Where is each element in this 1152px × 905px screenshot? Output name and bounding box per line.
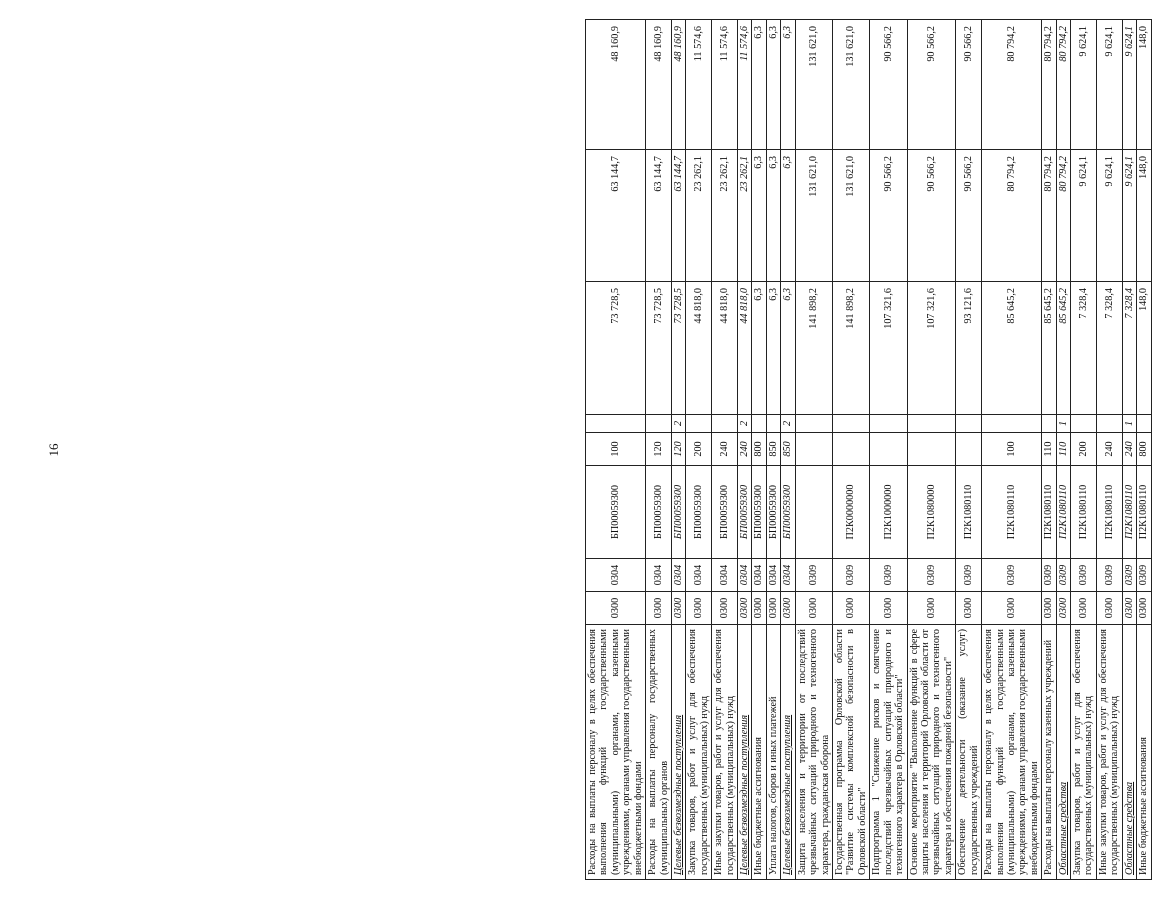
cell-amount-1: 141 898,2 [833, 282, 870, 415]
cell-expense-type: 110 [1056, 433, 1070, 466]
cell-amount-2: 6,3 [766, 150, 780, 282]
cell-source-flag [1137, 415, 1151, 433]
cell-target-article: П2К1080110 [982, 466, 1042, 559]
cell-target-article: П2К1080110 [1137, 466, 1151, 559]
cell-amount-3: 9 624,1 [1096, 20, 1122, 150]
cell-expense-type: 240 [712, 433, 738, 466]
cell-subsection: 0309 [1137, 559, 1151, 592]
cell-amount-3: 11 574,6 [686, 20, 712, 150]
cell-target-article: БП00059300 [766, 466, 780, 559]
cell-source-flag: 2 [781, 415, 795, 433]
table-row [1122, 20, 1136, 880]
cell-source-flag [1042, 415, 1056, 433]
cell-amount-2: 63 144,7 [671, 150, 685, 282]
cell-amount-1: 148,0 [1137, 282, 1151, 415]
cell-name: Подпрограмма 1 "Снижение рисков и смягчение последствий чрезвычайных ситуаций природного и техногенного характера в Орловской области" [870, 625, 907, 880]
cell-amount-3: 6,3 [752, 20, 766, 150]
cell-source-flag [646, 415, 672, 433]
cell-subsection: 0304 [781, 559, 795, 592]
cell-section: 0300 [712, 592, 738, 625]
cell-amount-3: 80 794,2 [1056, 20, 1070, 150]
cell-name: Областные средства [1122, 625, 1136, 880]
cell-subsection: 0309 [982, 559, 1042, 592]
cell-amount-3: 6,3 [766, 20, 780, 150]
cell-source-flag [766, 415, 780, 433]
table-row [752, 20, 766, 880]
table-row [870, 20, 907, 880]
cell-amount-1: 6,3 [752, 282, 766, 415]
rotated-table-wrapper [585, 20, 1150, 880]
table-row [646, 20, 672, 880]
cell-name: Областные средства [1056, 625, 1070, 880]
cell-subsection: 0309 [1071, 559, 1097, 592]
cell-name: Расходы на выплаты персоналу в целях обеспечения выполнения функций государственными (муниципальными) органами, казенными учреждениями, органами управления государственными внебюджетными фондами [586, 625, 646, 880]
cell-amount-1: 44 818,0 [686, 282, 712, 415]
cell-source-flag [712, 415, 738, 433]
cell-target-article: БП00059300 [586, 466, 646, 559]
cell-target-article: П2К1080110 [1071, 466, 1097, 559]
cell-expense-type: 800 [752, 433, 766, 466]
cell-source-flag [833, 415, 870, 433]
cell-subsection: 0309 [956, 559, 982, 592]
cell-target-article: БП00059300 [671, 466, 685, 559]
cell-amount-2: 131 621,0 [833, 150, 870, 282]
cell-target-article: П2К1080110 [1122, 466, 1136, 559]
cell-subsection: 0304 [586, 559, 646, 592]
cell-target-article: БП00059300 [738, 466, 752, 559]
cell-subsection: 0309 [795, 559, 832, 592]
table-row [1042, 20, 1056, 880]
table-row [586, 20, 646, 880]
cell-amount-1: 73 728,5 [586, 282, 646, 415]
cell-subsection: 0309 [907, 559, 956, 592]
cell-section: 0300 [907, 592, 956, 625]
cell-amount-3: 90 566,2 [956, 20, 982, 150]
cell-amount-2: 9 624,1 [1071, 150, 1097, 282]
cell-amount-3: 90 566,2 [870, 20, 907, 150]
cell-amount-3: 148,0 [1137, 20, 1151, 150]
cell-name: Целевые безвозмездные поступления [781, 625, 795, 880]
cell-amount-2: 6,3 [781, 150, 795, 282]
cell-subsection: 0304 [686, 559, 712, 592]
cell-name: Закупка товаров, работ и услуг для обеспечения государственных (муниципальных) нужд [686, 625, 712, 880]
cell-amount-1: 44 818,0 [712, 282, 738, 415]
cell-amount-1: 85 645,2 [1056, 282, 1070, 415]
cell-amount-2: 6,3 [752, 150, 766, 282]
cell-name: Расходы на выплаты персоналу государственных (муниципальных) органов [646, 625, 672, 880]
cell-source-flag [1071, 415, 1097, 433]
cell-amount-3: 9 624,1 [1071, 20, 1097, 150]
cell-amount-2: 131 621,0 [795, 150, 832, 282]
cell-expense-type: 850 [766, 433, 780, 466]
cell-amount-2: 23 262,1 [712, 150, 738, 282]
cell-target-article: БП00059300 [752, 466, 766, 559]
cell-name: Государственная программа Орловской области "Развитие системы комплексной безопасности в Орловской области" [833, 625, 870, 880]
cell-amount-2: 9 624,1 [1122, 150, 1136, 282]
cell-amount-3: 80 794,2 [1042, 20, 1056, 150]
cell-name: Основное мероприятие "Выполнение функций в сфере защиты населения и территорий Орловской области от чрезвычайных ситуаций природного и техногенного характера и обеспечения пожарной безопасности" [907, 625, 956, 880]
cell-section: 0300 [1122, 592, 1136, 625]
cell-amount-2: 23 262,1 [686, 150, 712, 282]
cell-amount-2: 90 566,2 [870, 150, 907, 282]
table-row [1096, 20, 1122, 880]
cell-source-flag [686, 415, 712, 433]
table-row [956, 20, 982, 880]
cell-amount-3: 48 160,9 [671, 20, 685, 150]
budget-table [585, 19, 1152, 880]
cell-amount-3: 11 574,6 [712, 20, 738, 150]
cell-amount-2: 80 794,2 [982, 150, 1042, 282]
table-row [738, 20, 752, 880]
cell-amount-1: 107 321,6 [907, 282, 956, 415]
cell-section: 0300 [982, 592, 1042, 625]
cell-expense-type [870, 433, 907, 466]
cell-target-article: БП00059300 [646, 466, 672, 559]
cell-subsection: 0304 [671, 559, 685, 592]
cell-name: Иные бюджетные ассигнования [752, 625, 766, 880]
cell-section: 0300 [833, 592, 870, 625]
cell-subsection: 0304 [712, 559, 738, 592]
cell-section: 0300 [1137, 592, 1151, 625]
cell-subsection: 0304 [752, 559, 766, 592]
cell-target-article [795, 466, 832, 559]
cell-subsection: 0309 [1122, 559, 1136, 592]
cell-subsection: 0309 [1042, 559, 1056, 592]
cell-amount-2: 80 794,2 [1042, 150, 1056, 282]
cell-section: 0300 [1056, 592, 1070, 625]
cell-expense-type [833, 433, 870, 466]
cell-amount-3: 90 566,2 [907, 20, 956, 150]
cell-name: Уплата налогов, сборов и иных платежей [766, 625, 780, 880]
cell-source-flag: 2 [738, 415, 752, 433]
cell-amount-2: 80 794,2 [1056, 150, 1070, 282]
table-row [1056, 20, 1070, 880]
cell-expense-type: 100 [586, 433, 646, 466]
cell-expense-type: 800 [1137, 433, 1151, 466]
cell-subsection: 0304 [646, 559, 672, 592]
cell-target-article: БП00059300 [686, 466, 712, 559]
table-row [795, 20, 832, 880]
table-row [766, 20, 780, 880]
cell-section: 0300 [1042, 592, 1056, 625]
cell-amount-1: 7 328,4 [1071, 282, 1097, 415]
cell-section: 0300 [646, 592, 672, 625]
table-row [833, 20, 870, 880]
cell-amount-1: 6,3 [781, 282, 795, 415]
cell-amount-1: 85 645,2 [1042, 282, 1056, 415]
cell-name: Расходы на выплаты персоналу в целях обеспечения выполнения функций государственными (муниципальными) органами, казенными учреждениями, органами управления государственными внебюджетными фондами [982, 625, 1042, 880]
cell-name: Иные закупки товаров, работ и услуг для обеспечения государственных (муниципальных) нужд [712, 625, 738, 880]
cell-section: 0300 [766, 592, 780, 625]
cell-subsection: 0304 [738, 559, 752, 592]
cell-amount-3: 131 621,0 [795, 20, 832, 150]
cell-amount-1: 44 818,0 [738, 282, 752, 415]
cell-target-article: БП00059300 [781, 466, 795, 559]
table-row [1071, 20, 1097, 880]
cell-amount-1: 7 328,4 [1096, 282, 1122, 415]
cell-subsection: 0309 [870, 559, 907, 592]
cell-target-article: П2К0000000 [833, 466, 870, 559]
cell-amount-1: 93 121,6 [956, 282, 982, 415]
page-number: 16 [46, 443, 61, 457]
cell-expense-type: 240 [738, 433, 752, 466]
cell-section: 0300 [686, 592, 712, 625]
cell-section: 0300 [1096, 592, 1122, 625]
cell-expense-type: 100 [982, 433, 1042, 466]
cell-amount-1: 73 728,5 [646, 282, 672, 415]
cell-source-flag [907, 415, 956, 433]
cell-amount-3: 11 574,6 [738, 20, 752, 150]
cell-source-flag [870, 415, 907, 433]
cell-source-flag [752, 415, 766, 433]
cell-target-article: П2К1000000 [870, 466, 907, 559]
cell-source-flag: 1 [1122, 415, 1136, 433]
cell-amount-2: 63 144,7 [646, 150, 672, 282]
cell-expense-type: 240 [1096, 433, 1122, 466]
cell-amount-3: 80 794,2 [982, 20, 1042, 150]
cell-amount-2: 90 566,2 [907, 150, 956, 282]
cell-section: 0300 [738, 592, 752, 625]
table-body [586, 20, 1152, 880]
cell-amount-3: 131 621,0 [833, 20, 870, 150]
cell-source-flag [586, 415, 646, 433]
cell-section: 0300 [870, 592, 907, 625]
cell-section: 0300 [671, 592, 685, 625]
cell-expense-type: 200 [1071, 433, 1097, 466]
cell-subsection: 0309 [833, 559, 870, 592]
cell-amount-2: 148,0 [1137, 150, 1151, 282]
cell-expense-type: 120 [671, 433, 685, 466]
cell-amount-1: 141 898,2 [795, 282, 832, 415]
cell-source-flag [795, 415, 832, 433]
cell-name: Целевые безвозмездные поступления [738, 625, 752, 880]
cell-amount-1: 85 645,2 [982, 282, 1042, 415]
table-row [907, 20, 956, 880]
cell-amount-2: 63 144,7 [586, 150, 646, 282]
cell-target-article: П2К1080110 [1042, 466, 1056, 559]
cell-section: 0300 [752, 592, 766, 625]
cell-target-article: БП00059300 [712, 466, 738, 559]
cell-subsection: 0309 [1096, 559, 1122, 592]
cell-name: Целевые безвозмездные поступления [671, 625, 685, 880]
table-row [671, 20, 685, 880]
cell-amount-1: 6,3 [766, 282, 780, 415]
cell-source-flag: 2 [671, 415, 685, 433]
cell-expense-type: 200 [686, 433, 712, 466]
cell-expense-type: 120 [646, 433, 672, 466]
cell-target-article: П2К1080110 [1056, 466, 1070, 559]
table-row [982, 20, 1042, 880]
cell-section: 0300 [1071, 592, 1097, 625]
cell-name: Защита населения и территории от последствий чрезвычайных ситуаций природного и техногенного характера, гражданская оборона [795, 625, 832, 880]
cell-target-article: П2К1080110 [1096, 466, 1122, 559]
cell-expense-type: 110 [1042, 433, 1056, 466]
cell-source-flag [982, 415, 1042, 433]
cell-expense-type [907, 433, 956, 466]
cell-source-flag: 1 [1056, 415, 1070, 433]
cell-name: Обеспечение деятельности (оказание услуг) государственных учреждений [956, 625, 982, 880]
cell-section: 0300 [956, 592, 982, 625]
table-row [686, 20, 712, 880]
cell-source-flag [1096, 415, 1122, 433]
cell-amount-3: 6,3 [781, 20, 795, 150]
table-row [1137, 20, 1151, 880]
cell-subsection: 0304 [766, 559, 780, 592]
cell-target-article: П2К1080000 [907, 466, 956, 559]
cell-amount-2: 90 566,2 [956, 150, 982, 282]
cell-amount-1: 73 728,5 [671, 282, 685, 415]
cell-target-article: П2К1080110 [956, 466, 982, 559]
cell-expense-type [795, 433, 832, 466]
table-row [781, 20, 795, 880]
cell-name: Иные бюджетные ассигнования [1137, 625, 1151, 880]
cell-amount-3: 48 160,9 [646, 20, 672, 150]
cell-subsection: 0309 [1056, 559, 1070, 592]
table-row [712, 20, 738, 880]
cell-expense-type: 850 [781, 433, 795, 466]
cell-section: 0300 [586, 592, 646, 625]
cell-amount-2: 9 624,1 [1096, 150, 1122, 282]
cell-section: 0300 [795, 592, 832, 625]
cell-name: Иные закупки товаров, работ и услуг для обеспечения государственных (муниципальных) нужд [1096, 625, 1122, 880]
cell-expense-type: 240 [1122, 433, 1136, 466]
cell-section: 0300 [781, 592, 795, 625]
cell-amount-2: 23 262,1 [738, 150, 752, 282]
cell-name: Расходы на выплаты персоналу казенных учреждений [1042, 625, 1056, 880]
cell-name: Закупка товаров, работ и услуг для обеспечения государственных (муниципальных) нужд [1071, 625, 1097, 880]
cell-source-flag [956, 415, 982, 433]
cell-amount-1: 107 321,6 [870, 282, 907, 415]
cell-amount-1: 7 328,4 [1122, 282, 1136, 415]
cell-amount-3: 48 160,9 [586, 20, 646, 150]
cell-amount-3: 9 624,1 [1122, 20, 1136, 150]
cell-expense-type [956, 433, 982, 466]
